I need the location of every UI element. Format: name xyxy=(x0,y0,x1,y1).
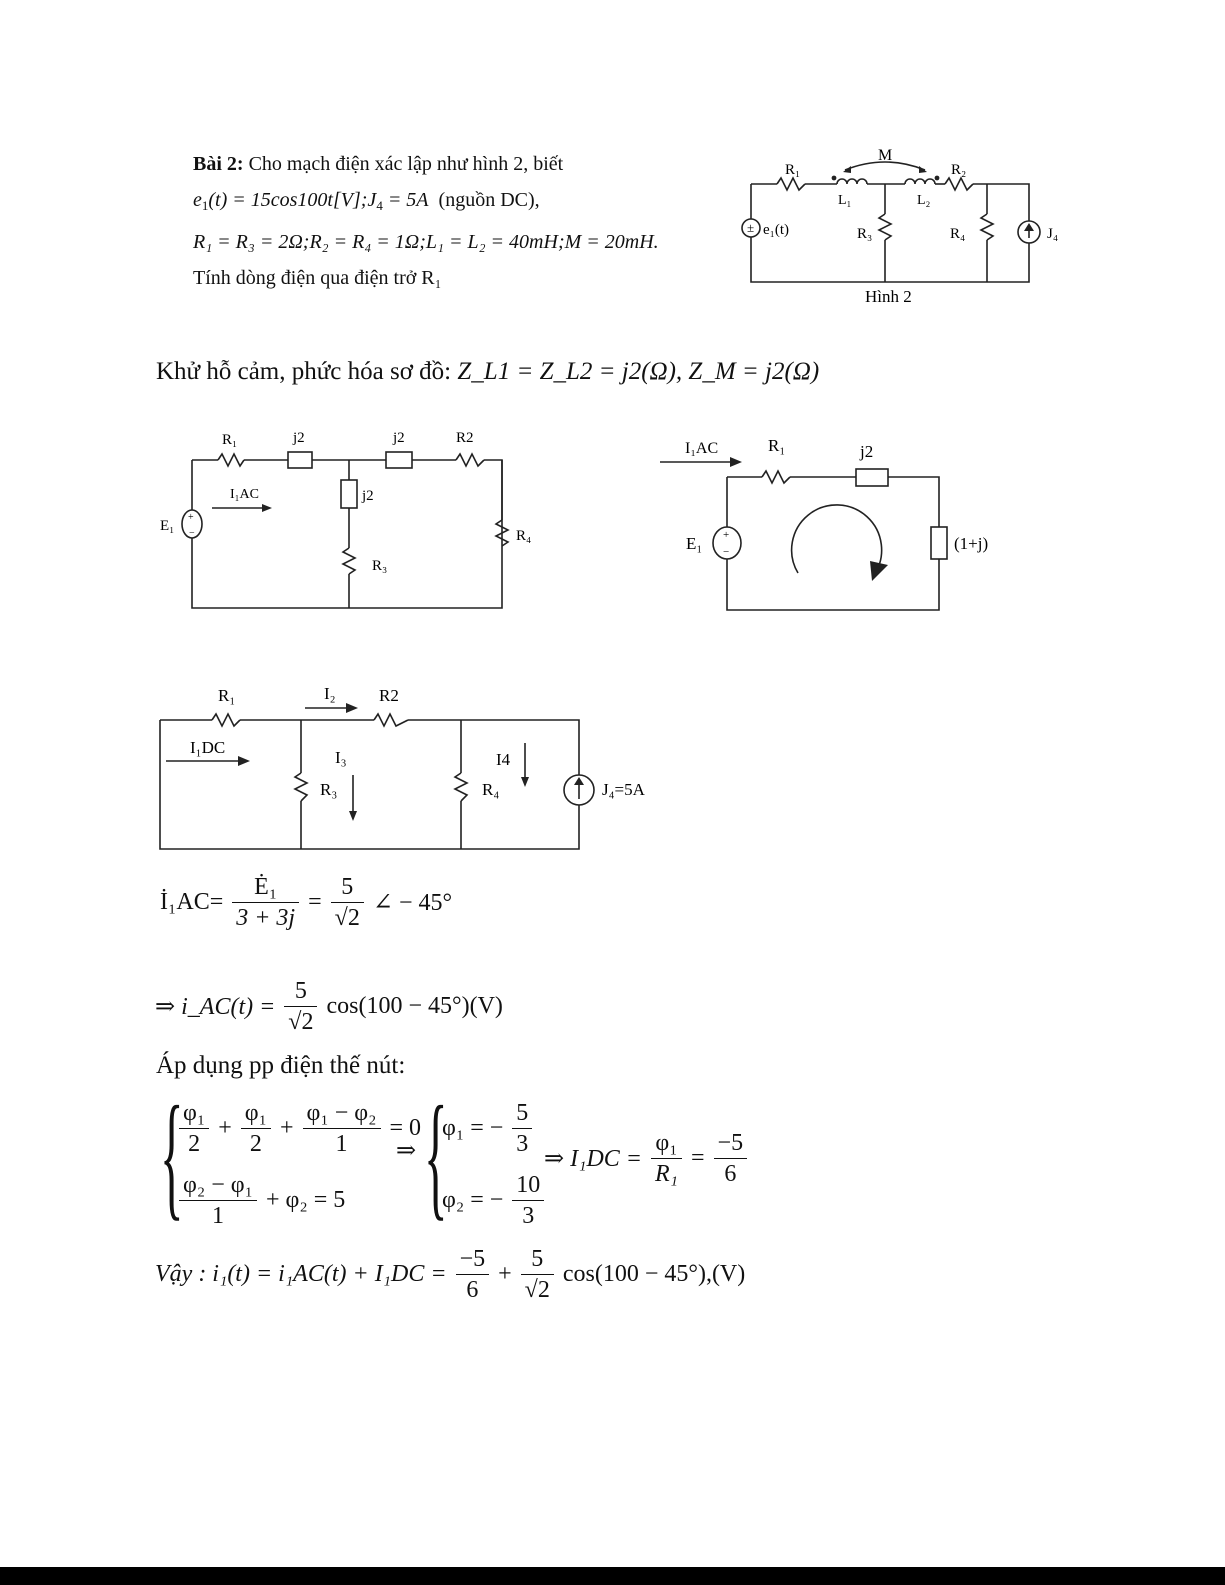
fig2-z3-label: j2 xyxy=(362,488,374,504)
fig2-e1-label: E₁ xyxy=(160,518,175,534)
fig2-r3-label: R₃ xyxy=(372,558,388,574)
fig2-r2-label: R2 xyxy=(456,430,474,446)
eq2-lhs: ⇒ i_AC(t) = xyxy=(155,994,276,1020)
fig3-iac-label: I₁AC xyxy=(685,440,719,457)
method-text: Áp dụng pp điện thế nút: xyxy=(156,1052,406,1079)
fig1-source-label: e₁(t) xyxy=(763,222,790,238)
fig1-l1-label: L₁ xyxy=(838,193,852,208)
eq1-fraction-2: $\frac{5}{√2}$ xyxy=(331,872,364,933)
fig4-i1dc-label: I₁DC xyxy=(190,738,226,757)
conclusion-rhs: cos(100 − 45°),(V) xyxy=(562,1261,746,1287)
eq2-rhs: cos(100 − 45°)(V) xyxy=(326,993,503,1019)
heading-formula: Z_L1 = Z_L2 = j2(Ω), Z_M = j2(Ω) xyxy=(457,358,820,385)
fig4-r3-label: R₃ xyxy=(320,780,338,799)
circuit-figure-3 xyxy=(650,425,1010,620)
fig4-j4-label: J₄=5A xyxy=(602,780,645,799)
fig4-i4-label: I4 xyxy=(496,750,511,769)
fig3-r1-label: R₁ xyxy=(768,436,786,455)
svg-text:+: + xyxy=(188,512,194,523)
conclusion-lhs: Vậy : i₁(t) = i₁AC(t) + I₁DC = xyxy=(155,1261,447,1287)
fig4-r2-label: R2 xyxy=(379,686,399,705)
bottom-edge-bar xyxy=(0,1567,1225,1585)
fig1-r2-label: R₂ xyxy=(951,162,967,178)
fig2-iac-label: I₁AC xyxy=(230,487,259,502)
fig4-r1-label: R₁ xyxy=(218,686,236,705)
system-eq-2: $\frac{\text{φ₂ − φ₁}}{1}$ + φ₂ = 5 xyxy=(176,1170,345,1231)
svg-text:±: ± xyxy=(747,220,755,235)
heading-text: Khử hỗ cảm, phức hóa sơ đồ: xyxy=(156,358,452,385)
fig1-j4-label: J₄ xyxy=(1047,226,1059,242)
fig1-r1-label: R₁ xyxy=(785,162,801,178)
source-expression: (t) = 15cos100t[V];J xyxy=(208,189,377,211)
eq2-fraction: $\frac{5}{√2}$ xyxy=(284,976,317,1037)
equation-iac: İ₁AC= $\frac{\text{Ė₁}}{3 + 3j}$ = $\frac{5}{√2}$ ∠ − 45° xyxy=(160,874,453,931)
problem-line-3: R₁ = R₃ = 2Ω;R₂ = R₄ = 1Ω;L₁ = L₂ = 40mH;M = 20mH. xyxy=(193,231,659,253)
eq1-lhs: İ₁AC= xyxy=(160,889,224,915)
left-brace: { xyxy=(160,1078,184,1233)
fig3-zl-label: (1+j) xyxy=(954,534,989,553)
fig1-caption: Hình 2 xyxy=(865,287,912,306)
circuit-figure-4 xyxy=(150,675,670,860)
j4-value: = 5A xyxy=(382,189,429,211)
circuit-figure-2 xyxy=(150,420,570,620)
conclusion: Vậy : i₁(t) = i₁AC(t) + I₁DC = $\frac{-5}{6}$ + $\frac{5}{√2}$ cos(100 − 45°),(V) xyxy=(155,1246,746,1303)
fig1-l2-label: L₂ xyxy=(917,193,931,208)
equation-iac-time xyxy=(155,976,503,1037)
fig2-z2-label: j2 xyxy=(393,430,405,446)
fig1-m-label: M xyxy=(878,147,893,164)
fig2-r1-label: R₁ xyxy=(222,432,238,448)
problem-statement xyxy=(193,146,659,296)
eq1-angle: ∠ − 45° xyxy=(372,890,453,916)
node-voltage-system xyxy=(160,1078,800,1236)
section-heading xyxy=(156,358,819,386)
fig2-z1-label: j2 xyxy=(293,430,305,446)
implies-arrow: ⇒ xyxy=(396,1138,417,1164)
e-symbol: e xyxy=(193,189,202,211)
eq1-fraction: $\frac{\text{Ė₁}}{3 + 3j}$ xyxy=(232,872,299,933)
problem-line-1 xyxy=(193,146,659,182)
circuit-figure-1 xyxy=(735,140,1085,310)
problem-line-4: Tính dòng điện qua điện trở R₁ xyxy=(193,267,442,289)
dc-note: (nguồn DC), xyxy=(438,189,540,211)
solution-phi1: φ₁ = − $\frac{5}{3}$ xyxy=(442,1098,535,1159)
svg-text:−: − xyxy=(189,528,195,539)
solution-phi2: φ₂ = − $\frac{10}{3}$ xyxy=(442,1170,547,1231)
fig4-i2-label: I₂ xyxy=(324,684,336,703)
fig1-r4-label: R₄ xyxy=(950,226,966,242)
result-i1dc: ⇒ I₁DC = $\frac{\text{φ₁}}{\text{R₁}}$ = $\frac{-5}{6}$ xyxy=(544,1128,750,1189)
svg-text:+: + xyxy=(723,529,730,541)
fig3-z-label: j2 xyxy=(860,442,874,461)
fig4-i3-label: I₃ xyxy=(335,748,347,767)
problem-intro: Cho mạch điện xác lập như hình 2, biết xyxy=(248,153,564,175)
system-eq-1: $\frac{\text{φ₁}}{2}$ + $\frac{\text{φ₁}}{2}$ + $\frac{\text{φ₁ − φ₂}}{1}$ = 0 xyxy=(176,1098,421,1159)
fig2-r4-label: R₄ xyxy=(516,528,532,544)
right-brace: { xyxy=(424,1078,448,1233)
fig4-r4-label: R₄ xyxy=(482,780,500,799)
svg-text:−: − xyxy=(723,546,730,558)
fig3-e1-label: E₁ xyxy=(686,534,703,553)
problem-title: Bài 2: xyxy=(193,153,244,175)
problem-line-2: $e_1(t)$ = $15\cos 100t[V];J_4 = 5A$ (nguồn DC), xyxy=(193,189,540,213)
fig1-r3-label: R₃ xyxy=(857,226,873,242)
